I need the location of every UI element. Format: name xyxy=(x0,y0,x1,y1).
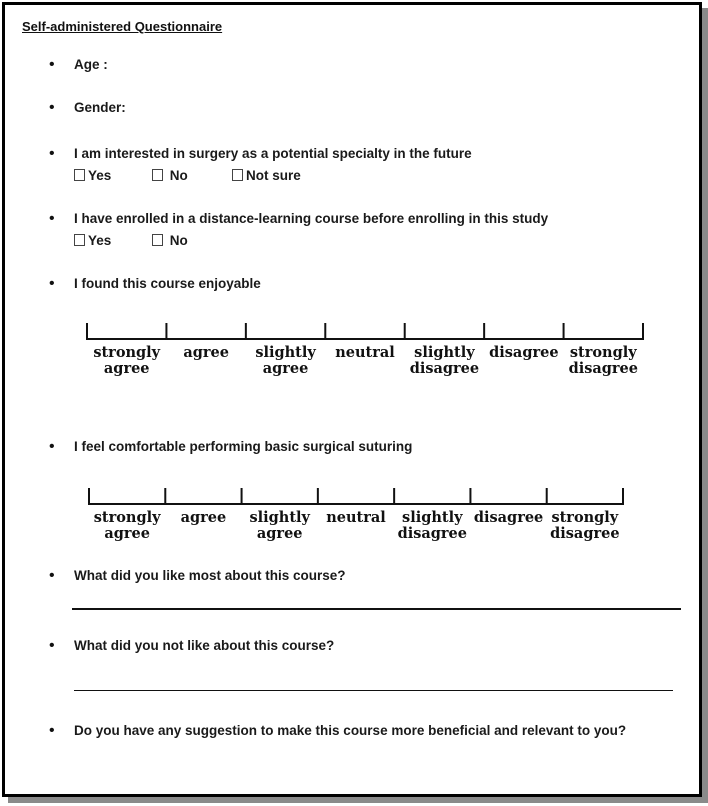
likert-option-label: slightly xyxy=(414,344,475,361)
likert-option-label: agree xyxy=(180,509,227,526)
question-not-liked: What did you not like about this course? xyxy=(74,638,335,653)
likert-option-label: strongly xyxy=(569,344,637,361)
question-surgery-interest: I am interested in surgery as a potential specialty in the future xyxy=(74,146,472,161)
likert-option-label: strongly xyxy=(93,509,161,526)
bullet-icon: • xyxy=(49,56,55,73)
bullet-icon: • xyxy=(49,438,55,455)
likert-option[interactable] xyxy=(560,345,646,377)
likert-option[interactable] xyxy=(160,510,246,526)
likert-option-label: agree xyxy=(104,525,150,542)
checkbox-icon[interactable] xyxy=(152,169,163,181)
likert-option[interactable] xyxy=(163,345,249,361)
likert-scale-suturing[interactable] xyxy=(87,484,627,554)
option-not-sure[interactable]: Not sure xyxy=(232,168,301,183)
likert-scale-enjoyable[interactable] xyxy=(85,319,645,389)
likert-option-label: neutral xyxy=(326,509,386,526)
likert-option-label: disagree xyxy=(568,360,638,377)
bullet-icon: • xyxy=(49,722,55,739)
likert-option[interactable] xyxy=(542,510,628,542)
likert-option-label: disagree xyxy=(409,360,480,377)
likert-option[interactable] xyxy=(401,345,487,377)
bullet-icon: • xyxy=(49,210,55,227)
likert-axis xyxy=(85,319,645,341)
bullet-icon: • xyxy=(49,145,55,162)
question-suggestion: Do you have any suggestion to make this course more beneficial and relevant to you? xyxy=(74,723,627,738)
question-distance-learning: I have enrolled in a distance-learning course before enrolling in this study xyxy=(74,211,549,226)
bullet-icon: • xyxy=(49,275,55,292)
likert-option[interactable] xyxy=(243,345,329,377)
likert-option-label: neutral xyxy=(335,344,395,361)
likert-option-label: disagree xyxy=(473,509,544,526)
checkbox-icon[interactable] xyxy=(152,234,163,246)
likert-option-label: agree xyxy=(103,360,150,377)
question-gender: Gender: xyxy=(74,100,126,115)
likert-option-label: slightly xyxy=(249,509,310,526)
option-no[interactable]: No xyxy=(152,233,188,248)
likert-option-label: agree xyxy=(262,360,309,377)
likert-option[interactable] xyxy=(389,510,475,542)
likert-option[interactable] xyxy=(313,510,399,526)
question-liked-most: What did you like most about this course? xyxy=(74,568,346,583)
checkbox-icon[interactable] xyxy=(232,169,243,181)
question-suturing: I feel comfortable performing basic surgical suturing xyxy=(74,439,413,454)
likert-option-label: agree xyxy=(183,344,229,361)
bullet-icon: • xyxy=(49,99,55,116)
likert-option-label: slightly xyxy=(255,344,316,361)
bullet-icon: • xyxy=(49,567,55,584)
likert-option-label: disagree xyxy=(550,525,620,542)
answer-line[interactable] xyxy=(72,608,681,610)
likert-option-label: slightly xyxy=(402,509,463,526)
page-title: Self-administered Questionnaire xyxy=(22,19,223,34)
option-yes[interactable]: Yes xyxy=(74,168,111,183)
likert-option-label: strongly xyxy=(551,509,619,526)
likert-option-label: disagree xyxy=(397,525,467,542)
likert-option[interactable] xyxy=(481,345,567,361)
likert-option-label: agree xyxy=(256,525,303,542)
checkbox-icon[interactable] xyxy=(74,234,85,246)
likert-option-label: disagree xyxy=(489,344,559,361)
answer-line[interactable] xyxy=(74,690,673,691)
checkbox-icon[interactable] xyxy=(74,169,85,181)
question-enjoyable: I found this course enjoyable xyxy=(74,276,261,291)
likert-option[interactable] xyxy=(84,345,170,377)
likert-option[interactable] xyxy=(322,345,408,361)
likert-option-label: strongly xyxy=(93,344,161,361)
option-no[interactable]: No xyxy=(152,168,188,183)
bullet-icon: • xyxy=(49,637,55,654)
questionnaire-frame xyxy=(2,2,702,797)
likert-option[interactable] xyxy=(84,510,170,542)
likert-axis xyxy=(87,484,625,506)
option-yes[interactable]: Yes xyxy=(74,233,111,248)
question-age: Age : xyxy=(74,57,108,72)
likert-option[interactable] xyxy=(237,510,323,542)
likert-option[interactable] xyxy=(466,510,552,526)
